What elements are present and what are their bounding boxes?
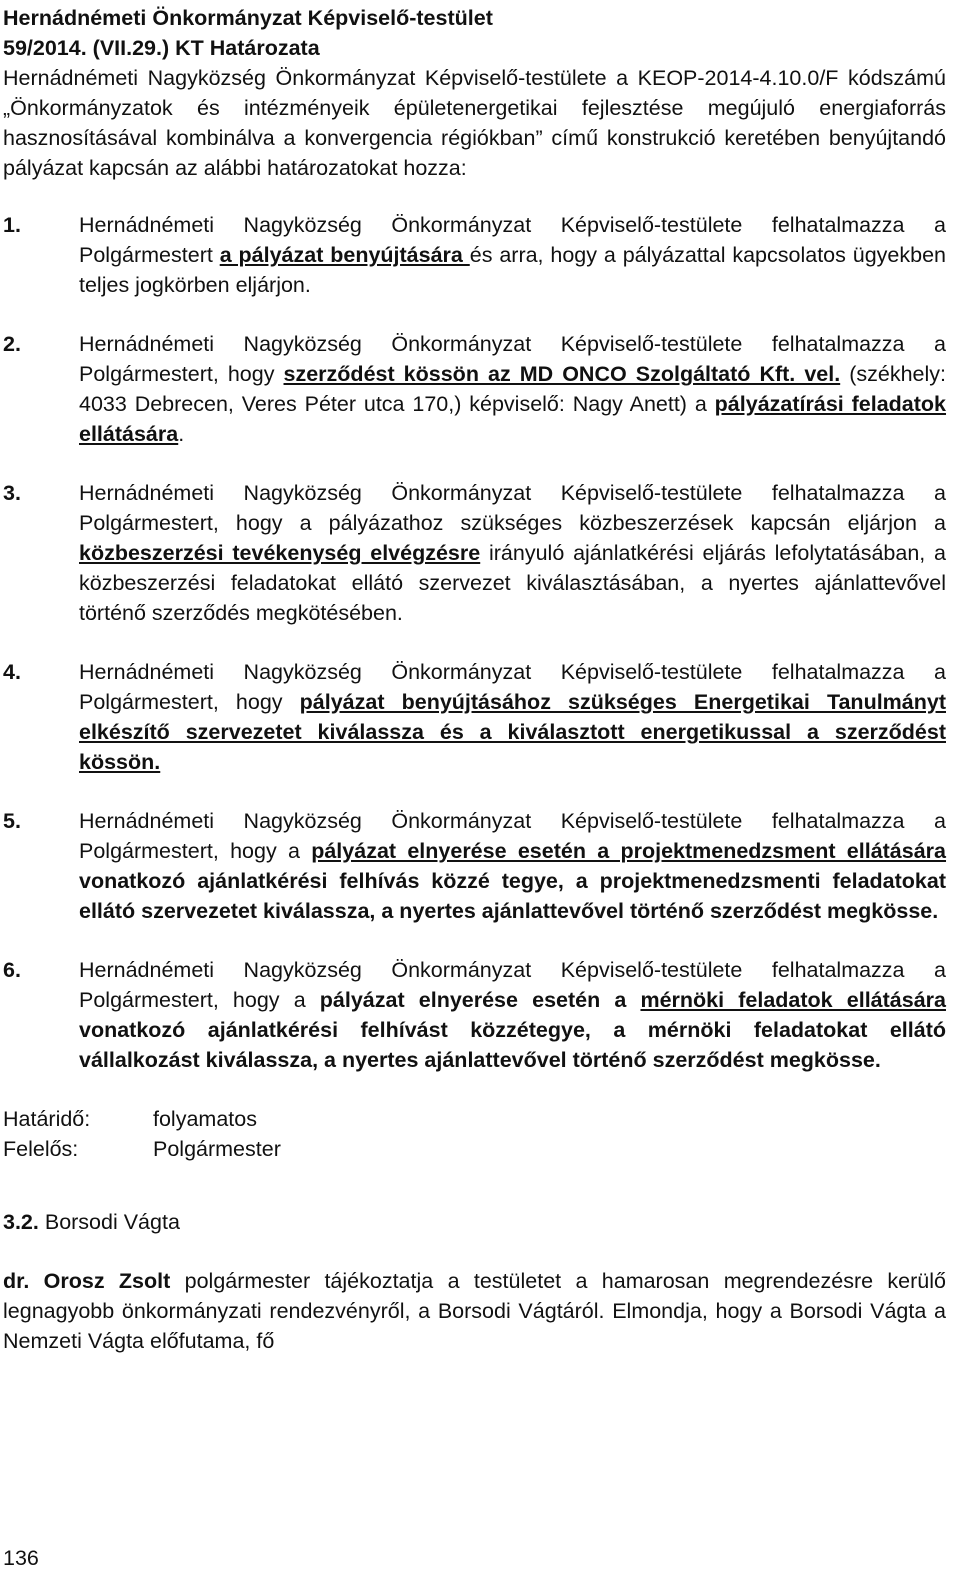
document-page	[3, 3, 946, 1356]
item-number: 3.	[3, 481, 21, 505]
item-number: 4.	[3, 660, 21, 684]
closing-text: polgármester tájékoztatja a testületet a hamarosan megrendezésre kerülő legnagyobb önkormányzati rendezvényről, a Borsodi Vágtáról. Elmondja, hogy a Borsodi Vágta a Nemzeti Vágta előfutama, fő	[3, 1269, 946, 1353]
item-text	[79, 806, 946, 926]
item-text-bold: vonatkozó ajánlatkérési felhívást közzétegye, a mérnöki feladatokat ellátó vállalkozást kiválassza, a nyertes ajánlattevővel történő szerződést megkösse.	[79, 1018, 946, 1072]
item-number: 6.	[3, 958, 21, 982]
item-text-emphasis: pályázatírási feladatok ellátására	[79, 392, 947, 446]
item-number: 5.	[3, 809, 21, 833]
item-text	[79, 955, 946, 1075]
item-text-part: (székhely: 4033 Debrecen, Veres Péter utca 170,) képviselő: Nagy Anett) a	[79, 362, 947, 416]
item-text	[79, 329, 946, 449]
item-text-part: .	[178, 422, 185, 446]
item-text-part: Hernádnémeti Nagyközség Önkormányzat Képviselő-testülete felhatalmazza a Polgármestert, hogy	[79, 660, 946, 714]
item-text-part: Hernádnémeti Nagyközség Önkormányzat Képviselő-testülete felhatalmazza a Polgármestert, hogy	[79, 332, 946, 386]
item-text-bold: vonatkozó ajánlatkérési felhívás közzé tegye, a projektmenedzsmenti feladatokat ellátó szervezetet kiválassza, a nyertes ajánlattevővel történő szerződést megkösse.	[79, 869, 946, 923]
item-text-part: Hernádnémeti Nagyközség Önkormányzat Képviselő-testülete felhatalmazza a Polgármestert, hogy a pályázathoz szükséges közbeszerzések kapcsán eljárjon a	[79, 481, 946, 535]
item-text-part: és arra, hogy a pályázattal kapcsolatos ügyekben teljes jogkörben eljárjon.	[79, 243, 946, 297]
item-text-part: irányuló ajánlatkérési eljárás lefolytatásában, a közbeszerzési feladatokat ellátó szervezet kiválasztásában, a nyertes ajánlattevővel történő szerződés megkötésében.	[79, 541, 946, 625]
section-number: 3.2.	[3, 1210, 39, 1234]
item-text-part: Hernádnémeti Nagyközség Önkormányzat Képviselő-testülete felhatalmazza a Polgármestert	[79, 213, 946, 267]
speaker-name: dr. Orosz Zsolt	[3, 1269, 171, 1293]
item-text	[79, 478, 946, 628]
resolution-item-4	[3, 657, 946, 777]
page-number: 136	[3, 1546, 39, 1570]
resolution-item-1	[3, 210, 946, 300]
deadline-value: folyamatos	[153, 1107, 257, 1131]
item-text-emphasis: pályázat elnyerése esetén a projektmenedzsment ellátására	[311, 839, 947, 863]
section-heading	[3, 1207, 946, 1237]
item-text-emphasis: közbeszerzési tevékenység elvégzésre	[79, 541, 481, 565]
deadline-row	[3, 1104, 946, 1134]
document-title: Hernádnémeti Önkormányzat Képviselő-testület	[3, 6, 493, 30]
item-text	[79, 210, 946, 300]
item-text	[79, 657, 946, 777]
item-text-part: Hernádnémeti Nagyközség Önkormányzat Képviselő-testülete felhatalmazza a Polgármestert, hogy a	[79, 809, 946, 863]
intro-paragraph: Hernádnémeti Nagyközség Önkormányzat Képviselő-testülete a KEOP-2014-4.10.0/F kódszámú „Önkormányzatok és intézményeik épületenergetikai fejlesztése megújuló energiaforrás hasznosításával kombinálva a konvergencia régiókban” című konstrukció keretében benyújtandó pályázat kapcsán az alábbi határozatokat hozza:	[3, 66, 946, 180]
item-text-part	[626, 988, 640, 1012]
responsible-label: Felelős:	[3, 1137, 79, 1161]
item-text-emphasis: mérnöki feladatok ellátására	[640, 988, 946, 1012]
resolution-item-6	[3, 955, 946, 1075]
item-text-part: Hernádnémeti Nagyközség Önkormányzat Képviselő-testülete felhatalmazza a Polgármestert, hogy a	[79, 958, 946, 1012]
item-number: 1.	[3, 213, 21, 237]
resolution-number: 59/2014. (VII.29.) KT Határozata	[3, 36, 320, 60]
item-number: 2.	[3, 332, 21, 356]
closing-paragraph	[3, 1266, 946, 1356]
item-text-emphasis: a pályázat benyújtására	[219, 243, 470, 267]
resolution-item-2	[3, 329, 946, 449]
deadline-label: Határidő:	[3, 1107, 91, 1131]
resolution-item-3	[3, 478, 946, 628]
responsible-value: Polgármester	[153, 1137, 281, 1161]
item-text-emphasis: pályázat benyújtásához szükséges Energetikai Tanulmányt elkészítő szervezetet kiválassza és a kiválasztott energetikussal a szerződést kössön.	[79, 690, 946, 774]
item-text-bold: pályázat elnyerése esetén a	[319, 988, 627, 1012]
section-title: Borsodi Vágta	[38, 1210, 180, 1234]
item-text-emphasis: szerződést kössön az MD ONCO Szolgáltató Kft. vel.	[283, 362, 841, 386]
responsible-row	[3, 1134, 946, 1164]
resolution-item-5	[3, 806, 946, 926]
